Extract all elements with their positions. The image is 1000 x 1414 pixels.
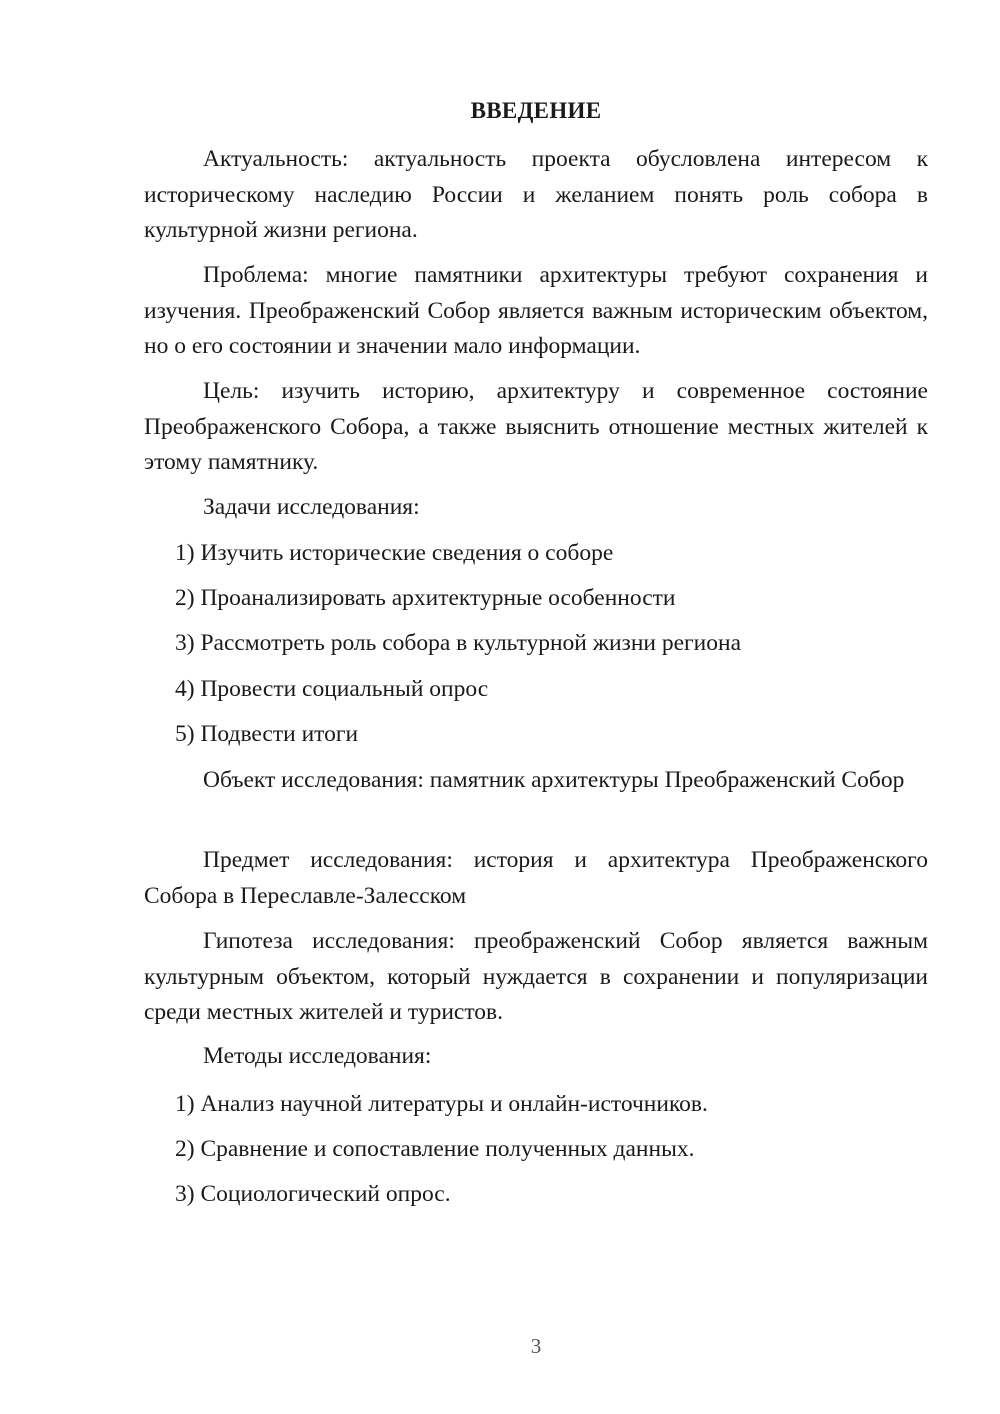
subject-paragraph: Предмет исследования: история и архитектура Преображенского Собора в Переславле-Залесском <box>144 847 928 909</box>
tasks-title: Задачи исследования: <box>203 494 420 520</box>
problem-paragraph: Проблема: многие памятники архитектуры требуют сохранения и изучения. Преображенский Собор является важным историческим объектом, но о его состоянии и значении мало информации. <box>144 262 928 359</box>
task-item: 4) Провести социальный опрос <box>175 676 489 702</box>
task-item: 3) Рассмотреть роль собора в культурной жизни региона <box>175 630 742 656</box>
task-item: 5) Подвести итоги <box>175 721 359 747</box>
method-item: 2) Сравнение и сопоставление полученных данных. <box>175 1136 695 1162</box>
section-heading: ВВЕДЕНИЕ <box>470 98 602 123</box>
goal-paragraph: Цель: изучить историю, архитектуру и современное состояние Преображенского Собора, а также выяснить отношение местных жителей к этому памятнику. <box>144 378 928 475</box>
relevance-paragraph: Актуальность: актуальность проекта обусловлена интересом к историческому наследию России и желанием понять роль собора в культурной жизни региона. <box>144 146 928 243</box>
method-item: 3) Социологический опрос. <box>175 1181 451 1207</box>
task-item: 2) Проанализировать архитектурные особенности <box>175 585 676 611</box>
task-item: 1) Изучить исторические сведения о соборе <box>175 540 614 566</box>
page-number: 3 <box>530 1334 542 1358</box>
method-item: 1) Анализ научной литературы и онлайн-источников. <box>175 1091 708 1117</box>
methods-title: Методы исследования: <box>203 1043 432 1069</box>
object-paragraph: Объект исследования: памятник архитектуры Преображенский Собор <box>203 767 905 793</box>
hypothesis-paragraph: Гипотеза исследования: преображенский Собор является важным культурным объектом, который нуждается в сохранении и популяризации среди местных жителей и туристов. <box>144 928 928 1025</box>
